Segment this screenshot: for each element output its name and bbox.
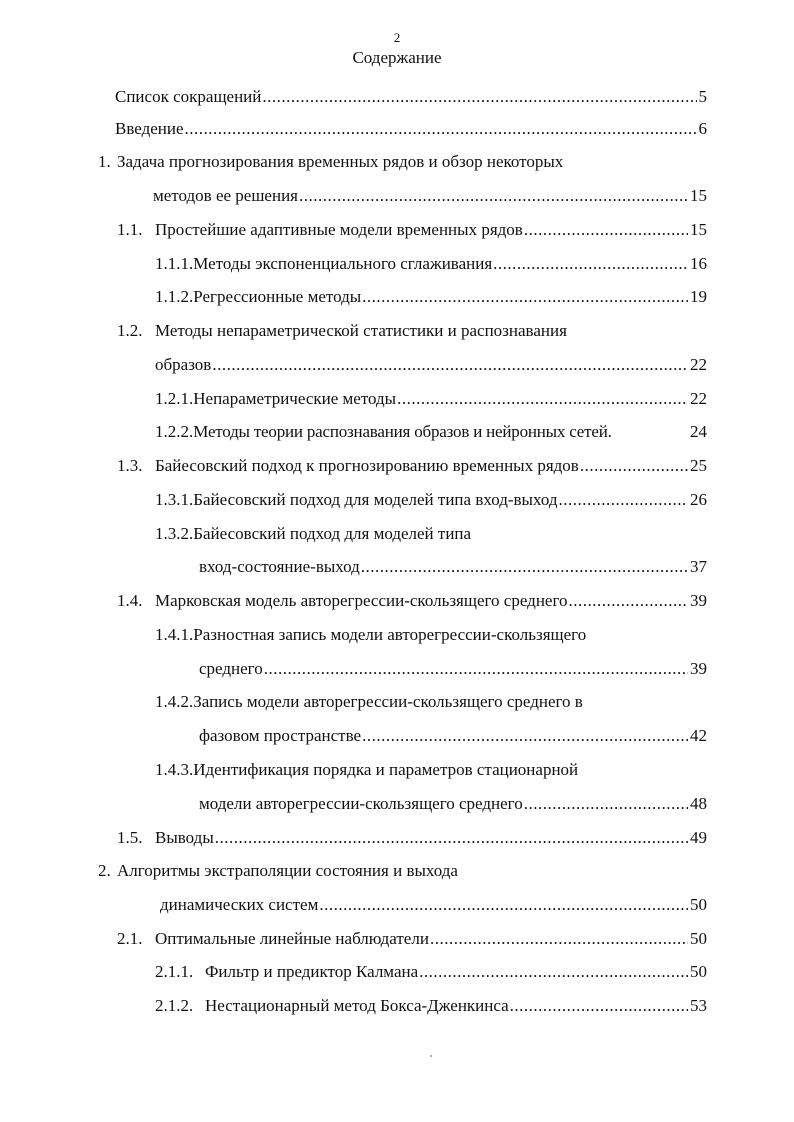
- toc-entry-number: 1.4.2.: [155, 692, 194, 711]
- page-title: Содержание: [352, 48, 442, 67]
- toc-entry-title: Оптимальные линейные наблюдатели: [155, 929, 429, 948]
- toc-entry-section-1-2-1[interactable]: [155, 388, 707, 410]
- toc-entry-chapter-1-cont[interactable]: [153, 185, 707, 207]
- toc-entry-section-1-4-3[interactable]: [155, 759, 707, 781]
- toc-entry-number: 1.2.1.: [155, 389, 194, 408]
- toc-page-number: 48: [690, 794, 707, 813]
- toc-entry-title: Методы непараметрической статистики и распознавания: [155, 321, 567, 340]
- toc-entry-number: 1.4.3.: [155, 760, 194, 779]
- toc-page-number: 16: [690, 254, 707, 273]
- toc-leader-dots: [212, 354, 688, 376]
- toc-entry-number: 1.1.2.: [155, 287, 194, 306]
- toc-entry-title: Запись модели авторегрессии-скользящего среднего в: [193, 692, 583, 711]
- toc-entry-number: 1.3.1.: [155, 490, 194, 509]
- toc-entry-chapter-1[interactable]: [98, 151, 707, 173]
- toc-entry-title-cont: вход-состояние-выход: [199, 557, 360, 576]
- toc-leader-dots: [215, 827, 688, 849]
- toc-entry-section-1-3-2[interactable]: [155, 523, 707, 545]
- toc-entry-section-1-4-1[interactable]: [155, 624, 707, 646]
- toc-entry-title: Выводы: [155, 828, 214, 847]
- toc-entry-section-1-4-3-cont[interactable]: [199, 793, 707, 815]
- toc-page-number: 22: [690, 355, 707, 374]
- toc-entry-title: Методы теории распознавания образов и нейронных сетей.: [193, 422, 612, 441]
- toc-leader-dots: [493, 253, 688, 275]
- toc-page-number: 26: [690, 490, 707, 509]
- toc-page-number: 24: [690, 422, 707, 441]
- toc-page-number: 15: [690, 220, 707, 239]
- toc-entry-title: Введение: [115, 119, 184, 138]
- toc-entry-number: 1.3.: [117, 456, 143, 475]
- toc-leader-dots: [264, 658, 688, 680]
- toc-leader-dots: [510, 995, 688, 1017]
- toc-entry-title: Байесовский подход для моделей типа: [193, 524, 472, 543]
- toc-entry-number: 1.5.: [117, 828, 143, 847]
- toc-leader-dots: [419, 961, 688, 983]
- toc-entry-chapter-2[interactable]: [98, 860, 707, 882]
- toc-entry-title-cont: фазовом пространстве: [199, 726, 362, 745]
- toc-leader-dots: [559, 489, 689, 511]
- toc-page-number: 42: [690, 726, 707, 745]
- toc-entry-title: Задача прогнозирования временных рядов и обзор некоторых: [117, 152, 564, 171]
- toc-entry-section-1-2-2[interactable]: [155, 421, 707, 443]
- toc-entry-section-1-3-1[interactable]: [155, 489, 707, 511]
- toc-page-number: 15: [690, 186, 707, 205]
- toc-page-number: 25: [690, 456, 707, 475]
- toc-page-number: 49: [690, 828, 707, 847]
- toc-leader-dots: [362, 725, 688, 747]
- toc-page-number: 19: [690, 287, 707, 306]
- toc-entry-number: 1.3.2.: [155, 524, 194, 543]
- toc-entry-title: Фильтр и предиктор Калмана: [205, 962, 419, 981]
- toc-entry-section-1-1-1[interactable]: [155, 253, 707, 275]
- toc-entry-section-1-1-2[interactable]: [155, 286, 707, 308]
- toc-leader-dots: [524, 219, 688, 241]
- toc-entry-title: Нестационарный метод Бокса-Дженкинса: [205, 996, 509, 1015]
- toc-leader-dots: [430, 928, 688, 950]
- toc-entry-number: 1.4.: [117, 591, 143, 610]
- toc-page-number: 50: [690, 962, 707, 981]
- toc-entry-title: Байесовский подход к прогнозированию временных рядов: [155, 456, 579, 475]
- toc-leader-dots: [397, 388, 688, 410]
- toc-entry-number: 2.: [98, 861, 111, 880]
- toc-entry-section-1-1[interactable]: [117, 219, 707, 241]
- toc-leader-dots: [569, 590, 688, 612]
- toc-leader-dots: [524, 793, 688, 815]
- toc-leader-dots: [580, 455, 688, 477]
- toc-entry-introduction[interactable]: [115, 118, 707, 140]
- toc-entry-section-2-1-2[interactable]: [155, 995, 707, 1017]
- toc-entry-section-1-3[interactable]: [117, 455, 707, 477]
- toc-entry-section-1-4[interactable]: [117, 590, 707, 612]
- toc-entry-title: Разностная запись модели авторегрессии-скользящего: [193, 625, 587, 644]
- toc-entry-section-1-5[interactable]: [117, 827, 707, 849]
- toc-entry-chapter-2-cont[interactable]: [160, 894, 707, 916]
- toc-entry-section-2-1-1[interactable]: [155, 961, 707, 983]
- toc-page-number: 5: [698, 87, 707, 106]
- toc-entry-number: 1.1.1.: [155, 254, 194, 273]
- toc-entry-number: 1.4.1.: [155, 625, 194, 644]
- toc-entry-title-cont: образов: [155, 355, 212, 374]
- toc-entry-number: 2.1.1.: [155, 962, 194, 981]
- toc-entry-section-1-2[interactable]: [117, 320, 707, 342]
- toc-page-number: 6: [698, 119, 707, 138]
- toc-entry-number: 1.2.: [117, 321, 143, 340]
- toc-leader-dots: [262, 86, 696, 108]
- toc-entry-title: Методы экспоненциального сглаживания: [193, 254, 493, 273]
- toc-entry-title: Алгоритмы экстраполяции состояния и выхода: [117, 861, 458, 880]
- toc-entry-number: 1.2.2.: [155, 422, 194, 441]
- toc-entry-title-cont: методов ее решения: [153, 186, 298, 205]
- toc-page-number: 50: [690, 895, 707, 914]
- toc-page-number: 39: [690, 659, 707, 678]
- toc-entry-number: 1.: [98, 152, 111, 171]
- toc-entry-title-cont: динамических систем: [160, 895, 319, 914]
- scan-speck: [430, 1055, 432, 1057]
- toc-entry-section-1-2-cont[interactable]: [155, 354, 707, 376]
- toc-entry-section-2-1[interactable]: [117, 928, 707, 950]
- toc-leader-dots: [362, 286, 688, 308]
- toc-entry-title: Регрессионные методы: [193, 287, 362, 306]
- toc-entry-title: Идентификация порядка и параметров стационарной: [193, 760, 579, 779]
- toc-entry-title-cont: модели авторегрессии-скользящего среднего: [199, 794, 523, 813]
- toc-page-number: 22: [690, 389, 707, 408]
- page-number: 2: [393, 30, 401, 45]
- toc-entry-number: 2.1.2.: [155, 996, 194, 1015]
- toc-leader-dots: [319, 894, 688, 916]
- toc-leader-dots: [299, 185, 688, 207]
- toc-entry-title: Простейшие адаптивные модели временных рядов: [155, 220, 523, 239]
- toc-entry-section-1-4-2[interactable]: [155, 691, 707, 713]
- toc-page-number: 39: [690, 591, 707, 610]
- toc-entry-title: Байесовский подход для моделей типа вход-выход: [193, 490, 558, 509]
- toc-entry-title-cont: среднего: [199, 659, 263, 678]
- toc-entry-number: 2.1.: [117, 929, 143, 948]
- toc-leader-dots: [361, 556, 688, 578]
- toc-page-number: 50: [690, 929, 707, 948]
- toc-entry-number: 1.1.: [117, 220, 143, 239]
- toc-entry-abbreviations[interactable]: [115, 86, 707, 108]
- toc-entry-section-1-3-2-cont[interactable]: [199, 556, 707, 578]
- toc-entry-section-1-4-2-cont[interactable]: [199, 725, 707, 747]
- toc-entry-title: Список сокращений: [115, 87, 262, 106]
- toc-entry-title: Непараметрические методы: [193, 389, 397, 408]
- toc-page-number: 53: [690, 996, 707, 1015]
- toc-leader-dots: [185, 118, 697, 140]
- toc-entry-title: Марковская модель авторегрессии-скользящего среднего: [155, 591, 568, 610]
- toc-entry-section-1-4-1-cont[interactable]: [199, 658, 707, 680]
- toc-page-number: 37: [690, 557, 707, 576]
